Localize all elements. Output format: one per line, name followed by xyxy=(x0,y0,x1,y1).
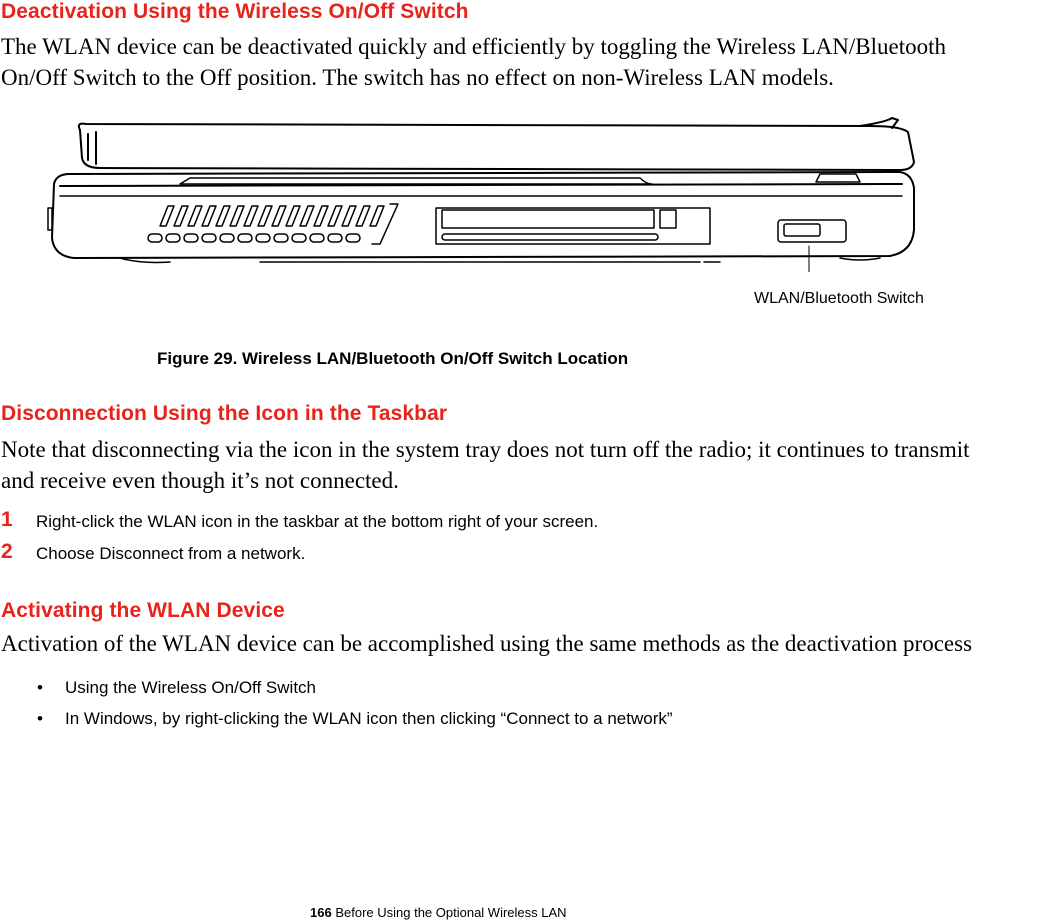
page-footer xyxy=(310,905,567,920)
page-number: 166 xyxy=(310,905,332,920)
deactivation-paragraph xyxy=(1,31,1044,93)
pc-card-slot xyxy=(436,208,710,244)
heading-disconnection: Disconnection Using the Icon in the Taskbar xyxy=(1,402,448,425)
deactivation-line-1: The WLAN device can be deactivated quickly and efficiently by toggling the Wireless LAN/Bluetooth xyxy=(1,34,946,59)
disconnection-line-1: Note that disconnecting via the icon in the system tray does not turn off the radio; it continues to transmit xyxy=(1,437,970,462)
disconnection-paragraph xyxy=(1,434,1044,496)
step-text: Choose Disconnect from a network. xyxy=(36,544,306,563)
activating-line-1: Activation of the WLAN device can be accomplished using the same methods as the deactivation process xyxy=(1,631,973,656)
deactivation-line-2: On/Off Switch to the Off position. The switch has no effect on non-Wireless LAN models. xyxy=(1,65,834,90)
step-text: Right-click the WLAN icon in the taskbar at the bottom right of your screen. xyxy=(36,512,599,531)
step-number: 2 xyxy=(1,540,13,563)
bullet-text: In Windows, by right-clicking the WLAN icon then clicking “Connect to a network” xyxy=(65,709,673,728)
footer-title: Before Using the Optional Wireless LAN xyxy=(335,905,567,920)
activating-paragraph xyxy=(1,628,1044,659)
heading-deactivation: Deactivation Using the Wireless On/Off Switch xyxy=(1,0,469,23)
bullet-icon: • xyxy=(37,709,43,728)
disconnection-line-2: and receive even though it’s not connected. xyxy=(1,468,399,493)
heading-activating: Activating the WLAN Device xyxy=(1,599,285,622)
callout-label: WLAN/Bluetooth Switch xyxy=(754,290,924,307)
step-number: 1 xyxy=(1,508,13,531)
figure-caption: Figure 29. Wireless LAN/Bluetooth On/Off Switch Location xyxy=(157,349,629,368)
vent-grille xyxy=(148,204,398,244)
laptop-lid xyxy=(79,124,914,170)
bullet-icon: • xyxy=(37,678,43,697)
bullet-text: Using the Wireless On/Off Switch xyxy=(65,678,316,697)
laptop-side-view-figure xyxy=(40,112,930,272)
